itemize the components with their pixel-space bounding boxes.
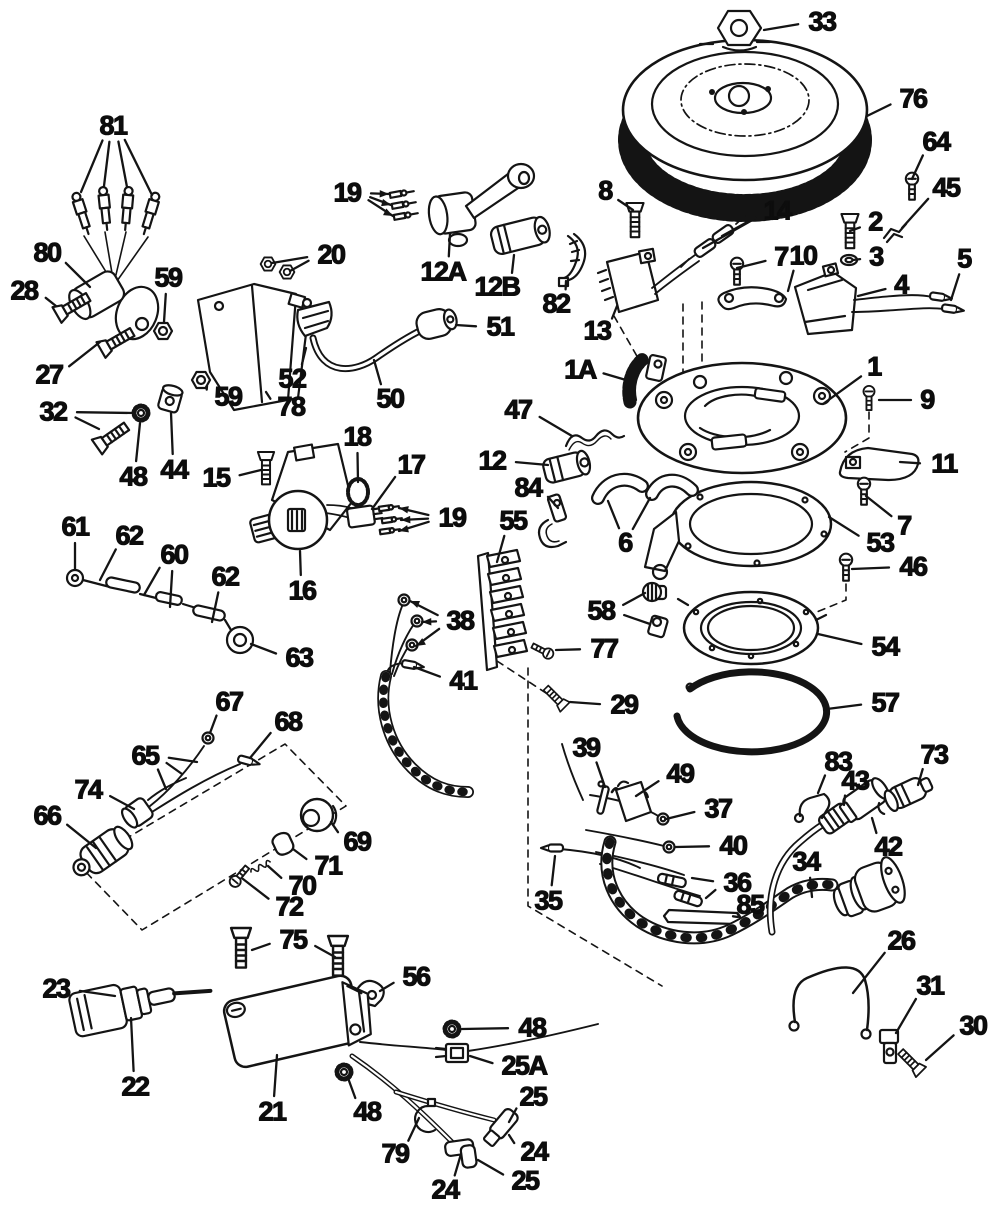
part-label-53: 53 — [866, 527, 894, 558]
part-label-42: 42 — [874, 831, 902, 862]
part-label-40: 40 — [719, 830, 747, 861]
part-label-5: 5 — [957, 243, 971, 274]
part-label-55: 55 — [499, 505, 527, 536]
part-label-30: 30 — [959, 1010, 987, 1041]
part-label-18: 18 — [343, 421, 371, 452]
part-label-6: 6 — [618, 527, 632, 558]
part-label-78: 78 — [277, 391, 305, 422]
part-label-44: 44 — [160, 454, 188, 485]
part-label-24a: 24 — [520, 1136, 548, 1167]
part-label-41: 41 — [449, 665, 477, 696]
part-label-71: 71 — [314, 850, 342, 881]
part-label-68: 68 — [274, 706, 302, 737]
part-label-48c: 48 — [353, 1096, 381, 1127]
part-label-64: 64 — [922, 126, 950, 157]
part-label-2: 2 — [868, 206, 882, 237]
part-label-74: 74 — [74, 774, 102, 805]
part-label-21: 21 — [258, 1096, 286, 1127]
part-label-48a: 48 — [119, 461, 147, 492]
part-label-37: 37 — [704, 793, 732, 824]
part-label-49: 49 — [666, 758, 694, 789]
part-label-10: 10 — [789, 240, 817, 271]
part-label-63: 63 — [285, 642, 313, 673]
part-label-34: 34 — [792, 846, 820, 877]
part-label-39: 39 — [572, 732, 600, 763]
part-label-79: 79 — [381, 1138, 409, 1169]
part-label-60: 60 — [160, 539, 188, 570]
part-label-19a: 19 — [333, 177, 361, 208]
part-label-35: 35 — [534, 885, 562, 916]
part-label-1: 1 — [867, 351, 881, 382]
part-label-54: 54 — [871, 631, 899, 662]
part-label-82: 82 — [542, 288, 570, 319]
part-label-56: 56 — [402, 961, 430, 992]
part-label-58: 58 — [587, 595, 615, 626]
part-label-50: 50 — [376, 383, 404, 414]
part-label-47: 47 — [504, 394, 532, 425]
part-label-43: 43 — [841, 765, 869, 796]
part-label-9: 9 — [920, 384, 934, 415]
part-label-52: 52 — [278, 363, 306, 394]
part-label-11: 11 — [931, 448, 957, 479]
part-label-67: 67 — [215, 686, 243, 717]
part-label-31: 31 — [916, 970, 944, 1001]
part-label-59b: 59 — [214, 381, 242, 412]
part-label-59a: 59 — [154, 262, 182, 293]
part-label-62b: 62 — [211, 561, 239, 592]
part-label-72: 72 — [275, 891, 303, 922]
part-label-25b: 25 — [511, 1165, 539, 1196]
part-label-75: 75 — [279, 924, 307, 955]
part-label-16: 16 — [288, 575, 316, 606]
part-label-25a: 25 — [519, 1081, 547, 1112]
part-label-36: 36 — [723, 867, 751, 898]
part-label-38: 38 — [446, 605, 474, 636]
part-label-17: 17 — [397, 449, 425, 480]
part-label-83: 83 — [824, 746, 852, 777]
part-label-4: 4 — [894, 269, 908, 300]
part-label-1A: 1A — [564, 354, 596, 385]
part-label-7a: 7 — [774, 241, 788, 272]
part-label-29: 29 — [610, 689, 638, 720]
part-label-13: 13 — [583, 315, 611, 346]
part-label-48b: 48 — [518, 1012, 546, 1043]
part-label-12A: 12A — [420, 256, 466, 287]
part-label-32: 32 — [39, 396, 67, 427]
part-label-45: 45 — [932, 172, 960, 203]
part-label-15: 15 — [202, 462, 230, 493]
part-label-66: 66 — [33, 800, 61, 831]
part-label-51: 51 — [486, 311, 514, 342]
part-label-25A: 25A — [501, 1050, 547, 1081]
part-label-57: 57 — [871, 687, 899, 718]
part-label-26: 26 — [887, 925, 915, 956]
part-label-12B: 12B — [474, 271, 520, 302]
part-label-81: 81 — [99, 110, 127, 141]
part-label-22: 22 — [121, 1071, 149, 1102]
part-label-28: 28 — [10, 275, 38, 306]
part-label-85: 85 — [736, 889, 764, 920]
part-label-23: 23 — [42, 973, 70, 1004]
part-label-7b: 7 — [897, 510, 911, 541]
part-label-20: 20 — [317, 239, 345, 270]
part-label-3: 3 — [869, 241, 883, 272]
part-label-80: 80 — [33, 237, 61, 268]
part-label-65: 65 — [131, 740, 159, 771]
part-label-77: 77 — [590, 633, 618, 664]
part-label-14: 14 — [763, 195, 791, 226]
part-label-61: 61 — [61, 511, 89, 542]
part-label-69: 69 — [343, 826, 371, 857]
part-label-33: 33 — [808, 6, 836, 37]
part-label-12: 12 — [478, 445, 506, 476]
part-label-62a: 62 — [115, 520, 143, 551]
part-label-70: 70 — [288, 870, 316, 901]
part-label-24b: 24 — [431, 1174, 459, 1205]
part-label-27: 27 — [35, 359, 63, 390]
part-label-76: 76 — [899, 83, 927, 114]
part-label-73: 73 — [920, 739, 948, 770]
part-label-46: 46 — [899, 551, 927, 582]
part-label-19b: 19 — [438, 502, 466, 533]
part-label-8: 8 — [598, 175, 612, 206]
part-label-84: 84 — [514, 472, 542, 503]
